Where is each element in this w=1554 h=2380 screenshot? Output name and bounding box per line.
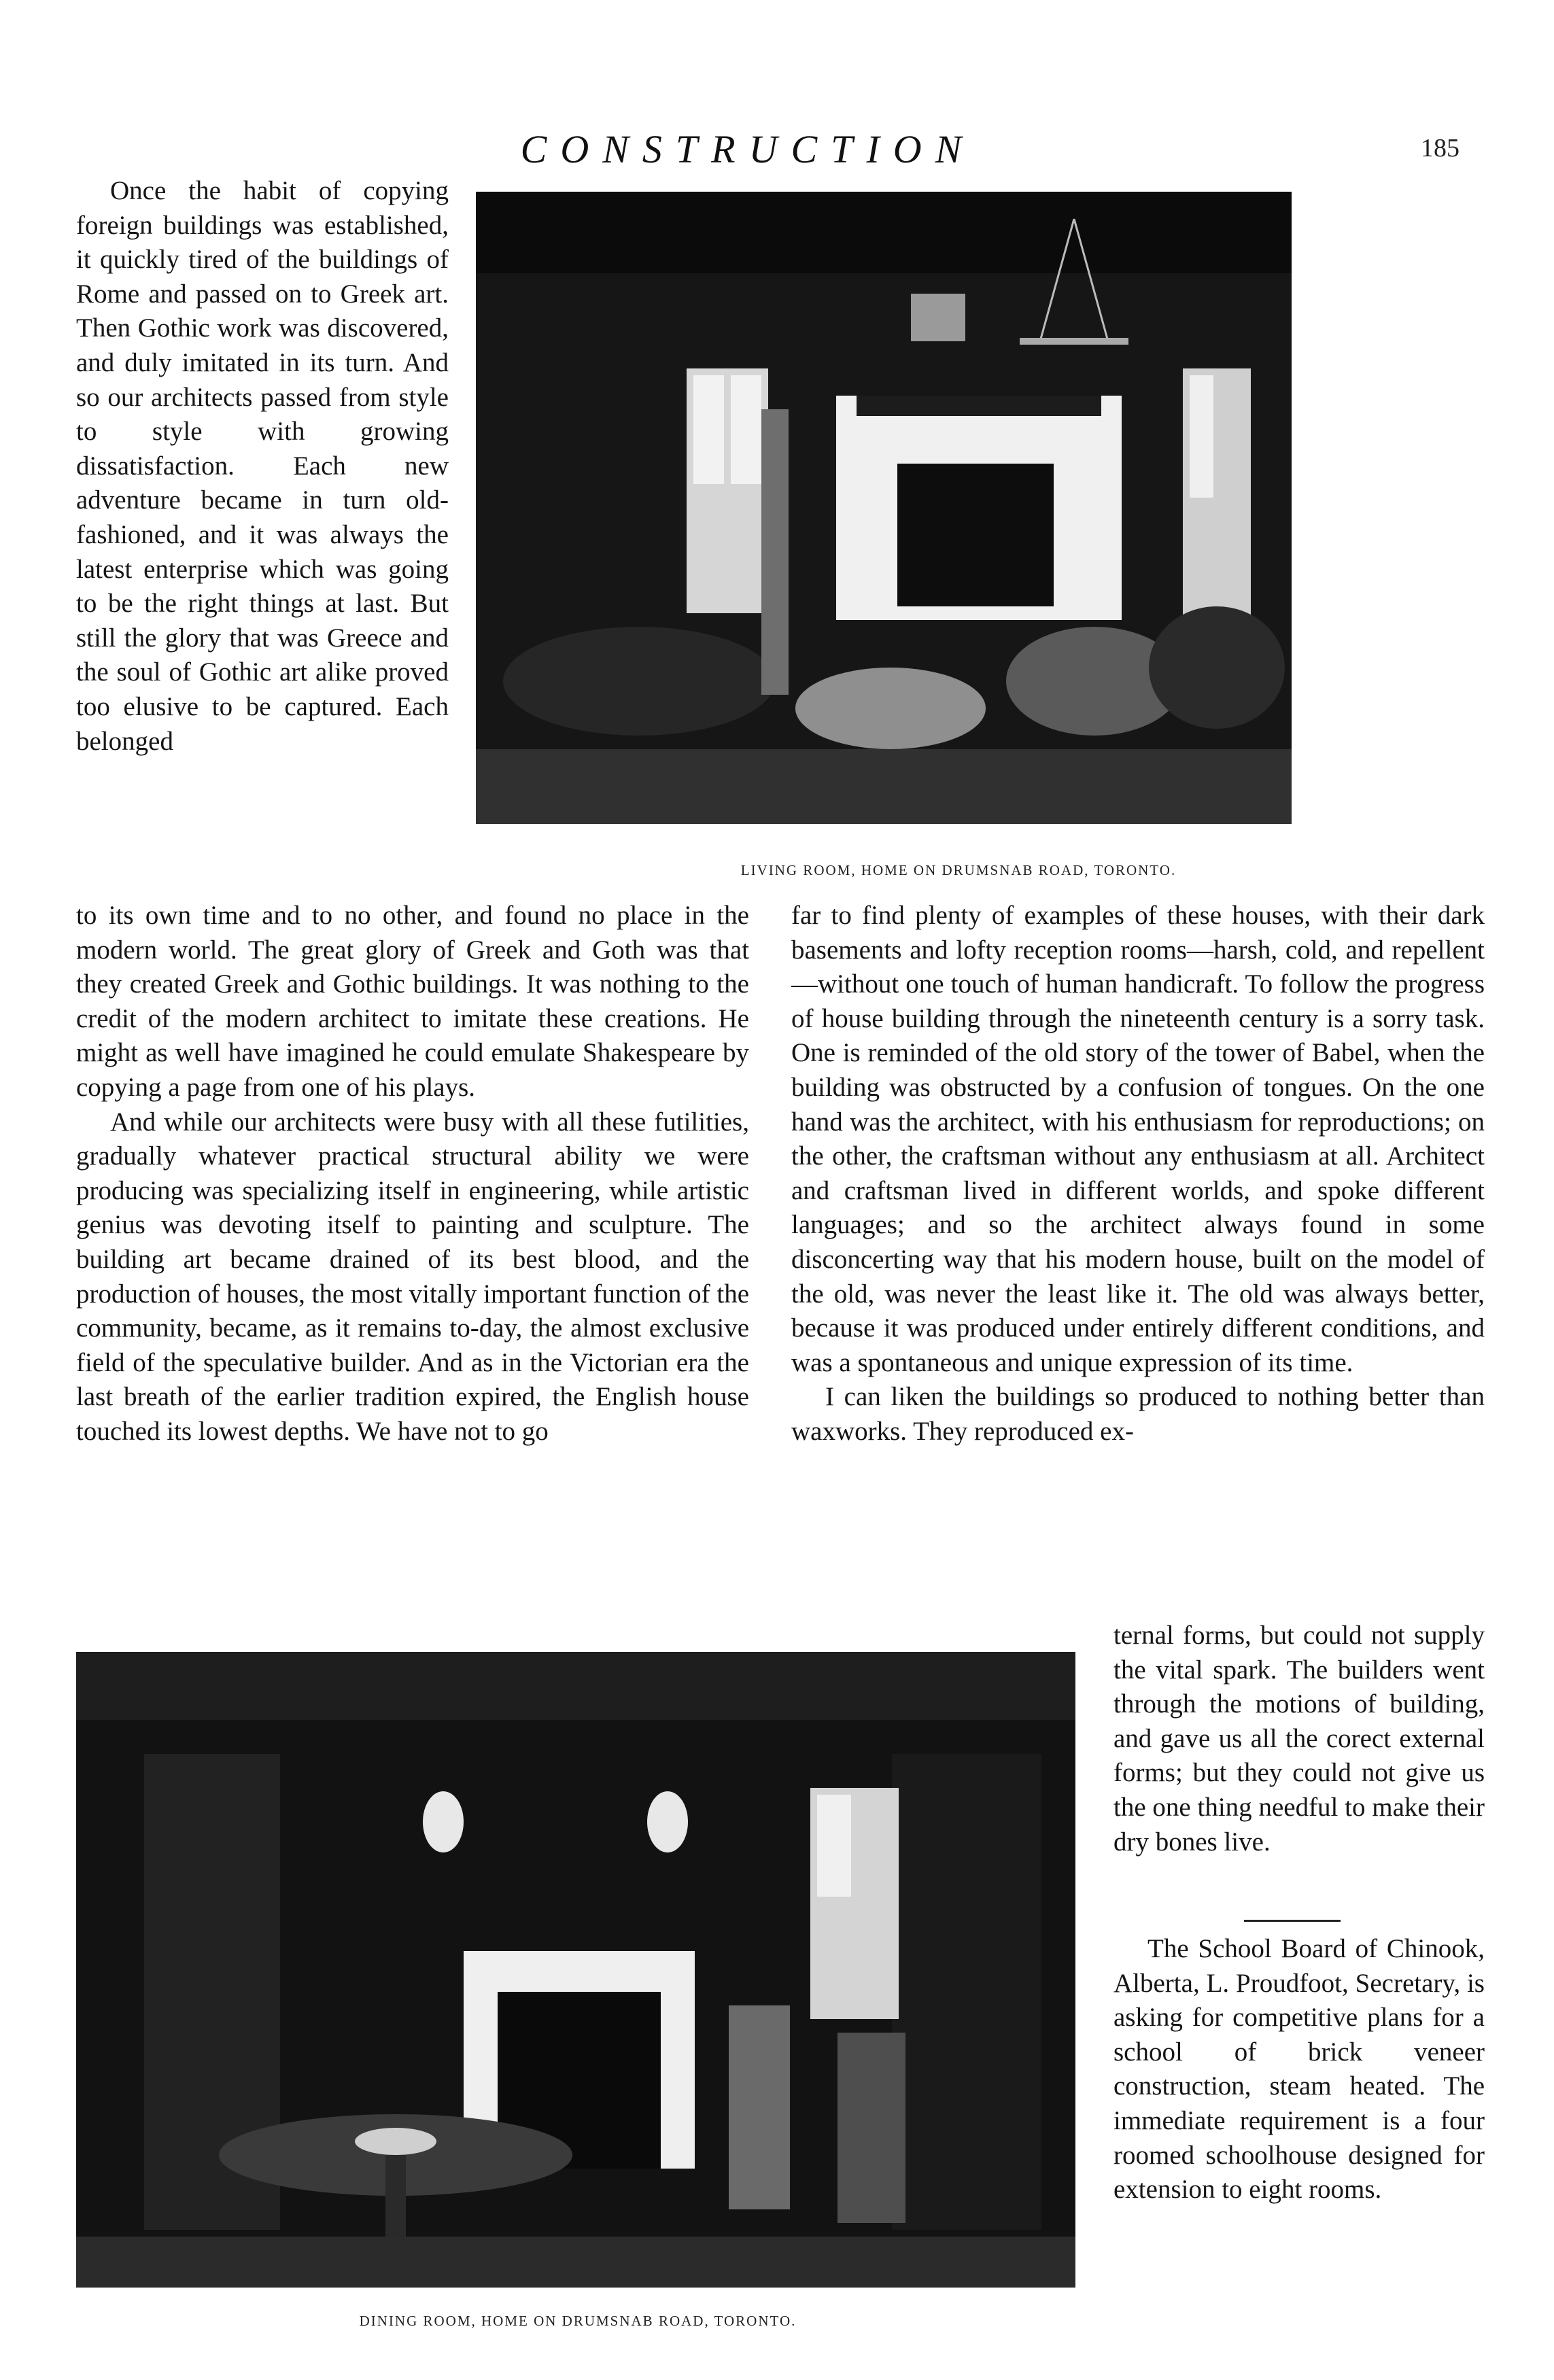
body-text-column-narrow	[1113, 1619, 1485, 1859]
body-text-column-left	[76, 899, 749, 1449]
body-text-column-top	[76, 174, 449, 759]
paragraph: far to find plenty of examples of these houses, with their dark basements and lofty reception rooms—harsh, cold, and repellent—without one touch of human handicraft. To follow the progress of house building through the nineteenth century is a sorry task. One is reminded of the old story of the tower of Babel, when the building was obstructed by a confusion of tongues. On the one hand was the architect, with his enthusiasm for reproductions; on the other, the craftsman without any enthusiasm at all. Architect and craftsman lived in different worlds, and spoke different languages; and so the architect always found in some disconcerting way that his modern house, built on the model of the old, was never the least like it. The old was always better, because it was produced under entirely different conditions, and was a spontaneous and unique expression of its time.	[791, 901, 1485, 1377]
dining-room-illustration	[76, 1652, 1075, 2288]
dining-room-photo	[76, 1652, 1075, 2288]
living-room-photo	[476, 192, 1292, 824]
section-divider	[1244, 1920, 1341, 1922]
dining-room-caption: DINING ROOM, HOME ON DRUMSNAB ROAD, TORONTO.	[359, 2313, 797, 2329]
paragraph: The School Board of Chinook, Alberta, L. Proudfoot, Secretary, is asking for competitive plans for a school of brick veneer construction, steam heated. The immediate requirement is a four roomed schoolhouse designed for extension to eight rooms.	[1113, 1934, 1485, 2205]
living-room-illustration	[476, 192, 1292, 824]
living-room-caption: LIVING ROOM, HOME ON DRUMSNAB ROAD, TORONTO.	[740, 862, 1177, 878]
paragraph: ternal forms, but could not supply the vital spark. The builders went through the motions of building, and gave us all the corect external forms; but they could not give us the one thing needful to make their dry bones live.	[1113, 1621, 1485, 1857]
school-board-notice	[1113, 1932, 1485, 2207]
paragraph: And while our architects were busy with all these futilities, gradually whatever practical structural ability we were producing was specializing itself in engineering, while artistic genius was devoting itself to painting and sculpture. The building art became drained of its best blood, and the production of houses, the most vitally important function of the community, became, as it remains to-day, the almost exclusive field of the speculative builder. And as in the Victorian era the last breath of the earlier tradition expired, the English house touched its lowest depths. We have not to go	[76, 1107, 750, 1446]
page-number: 185	[1421, 134, 1460, 162]
paragraph: to its own time and to no other, and found no place in the modern world. The great glory of Greek and Goth was that they created Greek and Gothic buildings. It was nothing to the credit of the modern architect to imitate these creations. He might as well have imagined he could emulate Shakespeare by copying a page from one of his plays.	[76, 901, 749, 1102]
running-head: CONSTRUCTION	[520, 127, 975, 171]
body-text-column-right	[791, 899, 1485, 1449]
paragraph: I can liken the buildings so produced to nothing better than waxworks. They reproduced ex-	[791, 1382, 1485, 1446]
paragraph: Once the habit of copying foreign buildings was established, it quickly tired of the buildings of Rome and passed on to Greek art. Then Gothic work was discovered, and duly imitated in its turn. And so our architects passed from style to style with growing dissatisfaction. Each new adventure became in turn old-fashioned, and it was always the latest enterprise which was going to be the right things at last. But still the glory that was Greece and the soul of Gothic art alike proved too elusive to be captured. Each belonged	[76, 176, 449, 756]
